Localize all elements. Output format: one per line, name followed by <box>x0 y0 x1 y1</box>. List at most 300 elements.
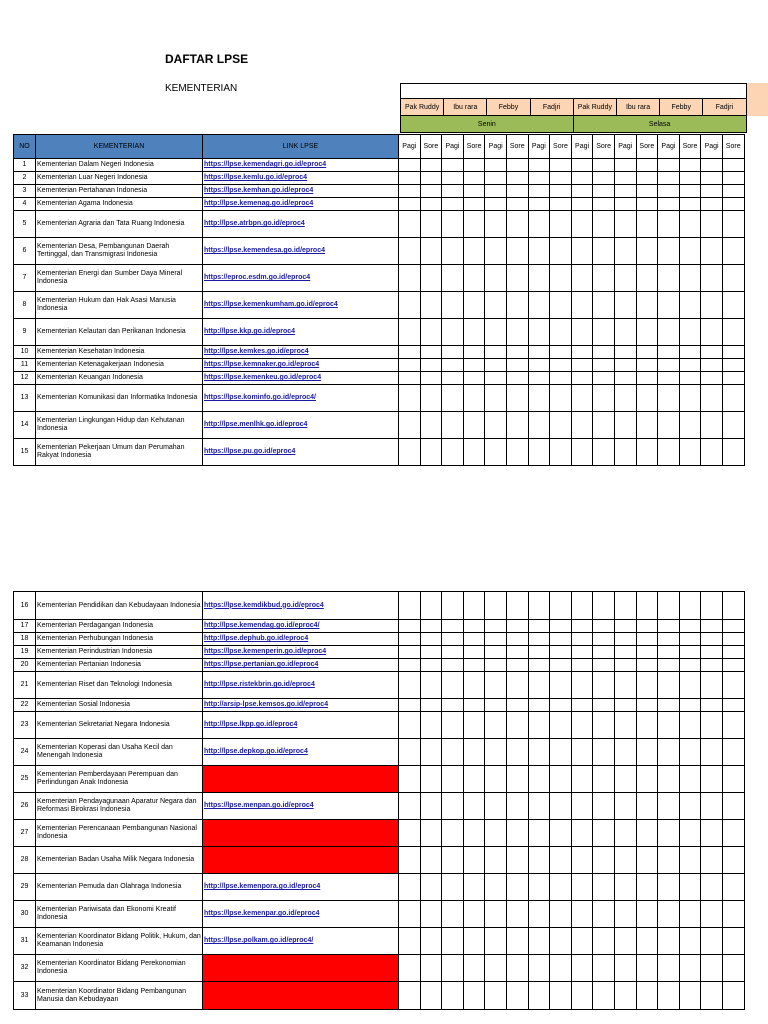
schedule-cell[interactable] <box>571 847 593 874</box>
schedule-cell[interactable] <box>506 359 528 372</box>
schedule-cell[interactable] <box>571 739 593 766</box>
schedule-cell[interactable] <box>399 820 421 847</box>
schedule-cell[interactable] <box>679 592 701 620</box>
schedule-cell[interactable] <box>722 928 744 955</box>
schedule-cell[interactable] <box>593 620 615 633</box>
schedule-cell[interactable] <box>485 592 507 620</box>
schedule-cell[interactable] <box>636 346 658 359</box>
schedule-cell[interactable] <box>614 646 636 659</box>
schedule-cell[interactable] <box>528 159 550 172</box>
schedule-cell[interactable] <box>485 633 507 646</box>
schedule-cell[interactable] <box>636 699 658 712</box>
schedule-cell[interactable] <box>658 238 680 265</box>
schedule-cell[interactable] <box>442 265 464 292</box>
schedule-cell[interactable] <box>528 346 550 359</box>
schedule-cell[interactable] <box>485 319 507 346</box>
schedule-cell[interactable] <box>399 159 421 172</box>
schedule-cell[interactable] <box>571 412 593 439</box>
lpse-link[interactable]: https://lpse.kemenperin.go.id/eproc4 <box>203 646 399 659</box>
schedule-cell[interactable] <box>658 385 680 412</box>
schedule-cell[interactable] <box>614 847 636 874</box>
schedule-cell[interactable] <box>506 699 528 712</box>
schedule-cell[interactable] <box>550 159 572 172</box>
schedule-cell[interactable] <box>528 982 550 1010</box>
schedule-cell[interactable] <box>701 646 723 659</box>
schedule-cell[interactable] <box>614 592 636 620</box>
schedule-cell[interactable] <box>528 766 550 793</box>
schedule-cell[interactable] <box>506 820 528 847</box>
schedule-cell[interactable] <box>550 292 572 319</box>
schedule-cell[interactable] <box>506 874 528 901</box>
schedule-cell[interactable] <box>658 346 680 359</box>
schedule-cell[interactable] <box>722 319 744 346</box>
schedule-cell[interactable] <box>485 712 507 739</box>
schedule-cell[interactable] <box>420 385 442 412</box>
schedule-cell[interactable] <box>658 672 680 699</box>
lpse-link[interactable]: http://lpse.kemenag.go.id/eproc4 <box>203 198 399 211</box>
schedule-cell[interactable] <box>679 901 701 928</box>
schedule-cell[interactable] <box>701 198 723 211</box>
schedule-cell[interactable] <box>679 185 701 198</box>
schedule-cell[interactable] <box>506 346 528 359</box>
schedule-cell[interactable] <box>463 372 485 385</box>
schedule-cell[interactable] <box>442 292 464 319</box>
schedule-cell[interactable] <box>614 712 636 739</box>
schedule-cell[interactable] <box>658 982 680 1010</box>
schedule-cell[interactable] <box>399 672 421 699</box>
schedule-cell[interactable] <box>463 292 485 319</box>
schedule-cell[interactable] <box>593 172 615 185</box>
schedule-cell[interactable] <box>463 633 485 646</box>
schedule-cell[interactable] <box>679 699 701 712</box>
schedule-cell[interactable] <box>399 928 421 955</box>
schedule-cell[interactable] <box>550 646 572 659</box>
schedule-cell[interactable] <box>485 265 507 292</box>
schedule-cell[interactable] <box>399 699 421 712</box>
lpse-link[interactable]: http://lpse.kemenpora.go.id/eproc4 <box>203 874 399 901</box>
schedule-cell[interactable] <box>571 699 593 712</box>
schedule-cell[interactable] <box>528 211 550 238</box>
schedule-cell[interactable] <box>701 874 723 901</box>
schedule-cell[interactable] <box>485 385 507 412</box>
schedule-cell[interactable] <box>506 172 528 185</box>
schedule-cell[interactable] <box>614 211 636 238</box>
schedule-cell[interactable] <box>463 699 485 712</box>
schedule-cell[interactable] <box>614 238 636 265</box>
schedule-cell[interactable] <box>485 346 507 359</box>
schedule-cell[interactable] <box>463 739 485 766</box>
schedule-cell[interactable] <box>485 211 507 238</box>
lpse-link[interactable]: https://lpse.kominfo.go.id/eproc4/ <box>203 385 399 412</box>
schedule-cell[interactable] <box>658 928 680 955</box>
schedule-cell[interactable] <box>571 793 593 820</box>
lpse-link[interactable]: http://lpse.kkp.go.id/eproc4 <box>203 319 399 346</box>
schedule-cell[interactable] <box>442 955 464 982</box>
schedule-cell[interactable] <box>463 766 485 793</box>
schedule-cell[interactable] <box>593 185 615 198</box>
schedule-cell[interactable] <box>399 793 421 820</box>
schedule-cell[interactable] <box>506 955 528 982</box>
schedule-cell[interactable] <box>528 874 550 901</box>
schedule-cell[interactable] <box>420 359 442 372</box>
schedule-cell[interactable] <box>420 265 442 292</box>
schedule-cell[interactable] <box>550 172 572 185</box>
schedule-cell[interactable] <box>506 412 528 439</box>
schedule-cell[interactable] <box>506 982 528 1010</box>
schedule-cell[interactable] <box>399 739 421 766</box>
schedule-cell[interactable] <box>528 385 550 412</box>
schedule-cell[interactable] <box>485 672 507 699</box>
schedule-cell[interactable] <box>550 198 572 211</box>
schedule-cell[interactable] <box>701 712 723 739</box>
schedule-cell[interactable] <box>506 159 528 172</box>
schedule-cell[interactable] <box>679 955 701 982</box>
schedule-cell[interactable] <box>614 412 636 439</box>
schedule-cell[interactable] <box>614 359 636 372</box>
schedule-cell[interactable] <box>636 874 658 901</box>
schedule-cell[interactable] <box>442 592 464 620</box>
schedule-cell[interactable] <box>722 712 744 739</box>
schedule-cell[interactable] <box>571 346 593 359</box>
schedule-cell[interactable] <box>701 847 723 874</box>
schedule-cell[interactable] <box>485 238 507 265</box>
schedule-cell[interactable] <box>550 319 572 346</box>
schedule-cell[interactable] <box>528 198 550 211</box>
schedule-cell[interactable] <box>399 211 421 238</box>
schedule-cell[interactable] <box>399 592 421 620</box>
schedule-cell[interactable] <box>420 633 442 646</box>
schedule-cell[interactable] <box>571 159 593 172</box>
schedule-cell[interactable] <box>722 198 744 211</box>
lpse-link[interactable]: https://lpse.polkam.go.id/eproc4/ <box>203 928 399 955</box>
schedule-cell[interactable] <box>701 372 723 385</box>
schedule-cell[interactable] <box>614 739 636 766</box>
schedule-cell[interactable] <box>485 198 507 211</box>
schedule-cell[interactable] <box>528 820 550 847</box>
schedule-cell[interactable] <box>463 238 485 265</box>
schedule-cell[interactable] <box>463 172 485 185</box>
schedule-cell[interactable] <box>550 672 572 699</box>
schedule-cell[interactable] <box>528 592 550 620</box>
schedule-cell[interactable] <box>399 319 421 346</box>
schedule-cell[interactable] <box>550 766 572 793</box>
schedule-cell[interactable] <box>722 385 744 412</box>
schedule-cell[interactable] <box>722 672 744 699</box>
schedule-cell[interactable] <box>571 238 593 265</box>
schedule-cell[interactable] <box>463 159 485 172</box>
schedule-cell[interactable] <box>506 646 528 659</box>
schedule-cell[interactable] <box>701 238 723 265</box>
schedule-cell[interactable] <box>571 359 593 372</box>
schedule-cell[interactable] <box>420 172 442 185</box>
schedule-cell[interactable] <box>722 346 744 359</box>
schedule-cell[interactable] <box>614 699 636 712</box>
schedule-cell[interactable] <box>528 712 550 739</box>
lpse-link[interactable]: http://lpse.depkop.go.id/eproc4 <box>203 739 399 766</box>
schedule-cell[interactable] <box>442 412 464 439</box>
schedule-cell[interactable] <box>399 359 421 372</box>
schedule-cell[interactable] <box>636 820 658 847</box>
schedule-cell[interactable] <box>636 793 658 820</box>
schedule-cell[interactable] <box>506 712 528 739</box>
lpse-link[interactable]: https://lpse.kemhan.go.id/eproc4 <box>203 185 399 198</box>
schedule-cell[interactable] <box>658 359 680 372</box>
schedule-cell[interactable] <box>636 712 658 739</box>
schedule-cell[interactable] <box>420 712 442 739</box>
schedule-cell[interactable] <box>636 901 658 928</box>
lpse-link[interactable]: https://lpse.menpan.go.id/eproc4 <box>203 793 399 820</box>
schedule-cell[interactable] <box>485 646 507 659</box>
schedule-cell[interactable] <box>679 874 701 901</box>
schedule-cell[interactable] <box>442 874 464 901</box>
schedule-cell[interactable] <box>614 319 636 346</box>
schedule-cell[interactable] <box>528 620 550 633</box>
schedule-cell[interactable] <box>442 346 464 359</box>
schedule-cell[interactable] <box>722 412 744 439</box>
schedule-cell[interactable] <box>636 198 658 211</box>
schedule-cell[interactable] <box>701 211 723 238</box>
schedule-cell[interactable] <box>571 982 593 1010</box>
schedule-cell[interactable] <box>679 739 701 766</box>
lpse-link[interactable]: https://lpse.kemdikbud.go.id/eproc4 <box>203 592 399 620</box>
schedule-cell[interactable] <box>442 439 464 466</box>
schedule-cell[interactable] <box>679 982 701 1010</box>
schedule-cell[interactable] <box>701 793 723 820</box>
schedule-cell[interactable] <box>636 592 658 620</box>
schedule-cell[interactable] <box>463 319 485 346</box>
schedule-cell[interactable] <box>442 928 464 955</box>
schedule-cell[interactable] <box>614 793 636 820</box>
schedule-cell[interactable] <box>636 359 658 372</box>
schedule-cell[interactable] <box>550 659 572 672</box>
schedule-cell[interactable] <box>701 412 723 439</box>
schedule-cell[interactable] <box>722 172 744 185</box>
schedule-cell[interactable] <box>679 646 701 659</box>
schedule-cell[interactable] <box>485 982 507 1010</box>
lpse-link[interactable]: http://lpse.ristekbrin.go.id/eproc4 <box>203 672 399 699</box>
schedule-cell[interactable] <box>701 633 723 646</box>
schedule-cell[interactable] <box>701 592 723 620</box>
schedule-cell[interactable] <box>442 172 464 185</box>
schedule-cell[interactable] <box>442 198 464 211</box>
schedule-cell[interactable] <box>485 847 507 874</box>
schedule-cell[interactable] <box>485 820 507 847</box>
schedule-cell[interactable] <box>614 385 636 412</box>
schedule-cell[interactable] <box>420 620 442 633</box>
schedule-cell[interactable] <box>658 372 680 385</box>
schedule-cell[interactable] <box>701 982 723 1010</box>
schedule-cell[interactable] <box>550 592 572 620</box>
schedule-cell[interactable] <box>550 385 572 412</box>
schedule-cell[interactable] <box>420 412 442 439</box>
schedule-cell[interactable] <box>442 385 464 412</box>
schedule-cell[interactable] <box>593 766 615 793</box>
schedule-cell[interactable] <box>571 820 593 847</box>
schedule-cell[interactable] <box>722 439 744 466</box>
schedule-cell[interactable] <box>636 620 658 633</box>
schedule-cell[interactable] <box>614 633 636 646</box>
schedule-cell[interactable] <box>679 766 701 793</box>
schedule-cell[interactable] <box>679 633 701 646</box>
schedule-cell[interactable] <box>399 874 421 901</box>
schedule-cell[interactable] <box>506 592 528 620</box>
schedule-cell[interactable] <box>485 172 507 185</box>
schedule-cell[interactable] <box>593 265 615 292</box>
schedule-cell[interactable] <box>463 620 485 633</box>
schedule-cell[interactable] <box>550 412 572 439</box>
schedule-cell[interactable] <box>463 439 485 466</box>
schedule-cell[interactable] <box>658 319 680 346</box>
schedule-cell[interactable] <box>463 793 485 820</box>
schedule-cell[interactable] <box>571 372 593 385</box>
schedule-cell[interactable] <box>399 982 421 1010</box>
schedule-cell[interactable] <box>679 712 701 739</box>
schedule-cell[interactable] <box>679 928 701 955</box>
schedule-cell[interactable] <box>658 265 680 292</box>
schedule-cell[interactable] <box>722 982 744 1010</box>
schedule-cell[interactable] <box>485 874 507 901</box>
schedule-cell[interactable] <box>679 659 701 672</box>
schedule-cell[interactable] <box>636 982 658 1010</box>
schedule-cell[interactable] <box>658 633 680 646</box>
schedule-cell[interactable] <box>550 346 572 359</box>
schedule-cell[interactable] <box>593 793 615 820</box>
schedule-cell[interactable] <box>614 159 636 172</box>
schedule-cell[interactable] <box>679 620 701 633</box>
schedule-cell[interactable] <box>701 346 723 359</box>
schedule-cell[interactable] <box>399 385 421 412</box>
schedule-cell[interactable] <box>614 185 636 198</box>
schedule-cell[interactable] <box>593 346 615 359</box>
schedule-cell[interactable] <box>614 439 636 466</box>
schedule-cell[interactable] <box>722 699 744 712</box>
schedule-cell[interactable] <box>442 766 464 793</box>
schedule-cell[interactable] <box>506 265 528 292</box>
schedule-cell[interactable] <box>636 211 658 238</box>
schedule-cell[interactable] <box>614 928 636 955</box>
schedule-cell[interactable] <box>463 265 485 292</box>
lpse-link[interactable]: https://lpse.pu.go.id/eproc4 <box>203 439 399 466</box>
schedule-cell[interactable] <box>442 646 464 659</box>
schedule-cell[interactable] <box>679 265 701 292</box>
schedule-cell[interactable] <box>420 955 442 982</box>
schedule-cell[interactable] <box>571 198 593 211</box>
schedule-cell[interactable] <box>528 659 550 672</box>
schedule-cell[interactable] <box>571 672 593 699</box>
lpse-link[interactable]: http://arsip-lpse.kemsos.go.id/eproc4 <box>203 699 399 712</box>
schedule-cell[interactable] <box>593 739 615 766</box>
schedule-cell[interactable] <box>636 185 658 198</box>
schedule-cell[interactable] <box>679 211 701 238</box>
schedule-cell[interactable] <box>442 793 464 820</box>
schedule-cell[interactable] <box>701 172 723 185</box>
schedule-cell[interactable] <box>636 385 658 412</box>
schedule-cell[interactable] <box>701 699 723 712</box>
schedule-cell[interactable] <box>722 659 744 672</box>
schedule-cell[interactable] <box>528 955 550 982</box>
schedule-cell[interactable] <box>658 592 680 620</box>
schedule-cell[interactable] <box>722 372 744 385</box>
schedule-cell[interactable] <box>550 955 572 982</box>
schedule-cell[interactable] <box>636 646 658 659</box>
schedule-cell[interactable] <box>550 739 572 766</box>
schedule-cell[interactable] <box>485 185 507 198</box>
schedule-cell[interactable] <box>420 185 442 198</box>
schedule-cell[interactable] <box>463 646 485 659</box>
schedule-cell[interactable] <box>571 385 593 412</box>
schedule-cell[interactable] <box>420 982 442 1010</box>
schedule-cell[interactable] <box>442 712 464 739</box>
schedule-cell[interactable] <box>550 439 572 466</box>
schedule-cell[interactable] <box>593 319 615 346</box>
schedule-cell[interactable] <box>528 185 550 198</box>
schedule-cell[interactable] <box>506 793 528 820</box>
schedule-cell[interactable] <box>506 211 528 238</box>
schedule-cell[interactable] <box>528 633 550 646</box>
schedule-cell[interactable] <box>506 633 528 646</box>
schedule-cell[interactable] <box>420 874 442 901</box>
schedule-cell[interactable] <box>420 646 442 659</box>
schedule-cell[interactable] <box>442 372 464 385</box>
schedule-cell[interactable] <box>658 820 680 847</box>
schedule-cell[interactable] <box>679 238 701 265</box>
schedule-cell[interactable] <box>442 319 464 346</box>
schedule-cell[interactable] <box>506 439 528 466</box>
schedule-cell[interactable] <box>571 901 593 928</box>
schedule-cell[interactable] <box>528 292 550 319</box>
schedule-cell[interactable] <box>571 766 593 793</box>
schedule-cell[interactable] <box>593 928 615 955</box>
schedule-cell[interactable] <box>636 633 658 646</box>
schedule-cell[interactable] <box>550 874 572 901</box>
schedule-cell[interactable] <box>420 793 442 820</box>
schedule-cell[interactable] <box>679 198 701 211</box>
schedule-cell[interactable] <box>593 712 615 739</box>
schedule-cell[interactable] <box>506 620 528 633</box>
lpse-link[interactable]: https://lpse.kemenkumham.go.id/eproc4 <box>203 292 399 319</box>
schedule-cell[interactable] <box>463 185 485 198</box>
schedule-cell[interactable] <box>614 198 636 211</box>
schedule-cell[interactable] <box>442 620 464 633</box>
schedule-cell[interactable] <box>722 592 744 620</box>
schedule-cell[interactable] <box>463 211 485 238</box>
schedule-cell[interactable] <box>550 265 572 292</box>
schedule-cell[interactable] <box>463 672 485 699</box>
lpse-link[interactable]: http://lpse.lkpp.go.id/eproc4 <box>203 712 399 739</box>
schedule-cell[interactable] <box>463 412 485 439</box>
schedule-cell[interactable] <box>658 412 680 439</box>
schedule-cell[interactable] <box>701 359 723 372</box>
schedule-cell[interactable] <box>485 292 507 319</box>
schedule-cell[interactable] <box>722 901 744 928</box>
schedule-cell[interactable] <box>485 955 507 982</box>
schedule-cell[interactable] <box>571 874 593 901</box>
schedule-cell[interactable] <box>722 646 744 659</box>
lpse-link[interactable]: https://lpse.kemnaker.go.id/eproc4 <box>203 359 399 372</box>
schedule-cell[interactable] <box>722 874 744 901</box>
schedule-cell[interactable] <box>614 874 636 901</box>
schedule-cell[interactable] <box>593 982 615 1010</box>
schedule-cell[interactable] <box>636 739 658 766</box>
schedule-cell[interactable] <box>399 955 421 982</box>
schedule-cell[interactable] <box>571 646 593 659</box>
schedule-cell[interactable] <box>399 659 421 672</box>
schedule-cell[interactable] <box>701 439 723 466</box>
schedule-cell[interactable] <box>420 159 442 172</box>
schedule-cell[interactable] <box>506 238 528 265</box>
schedule-cell[interactable] <box>636 159 658 172</box>
schedule-cell[interactable] <box>722 292 744 319</box>
